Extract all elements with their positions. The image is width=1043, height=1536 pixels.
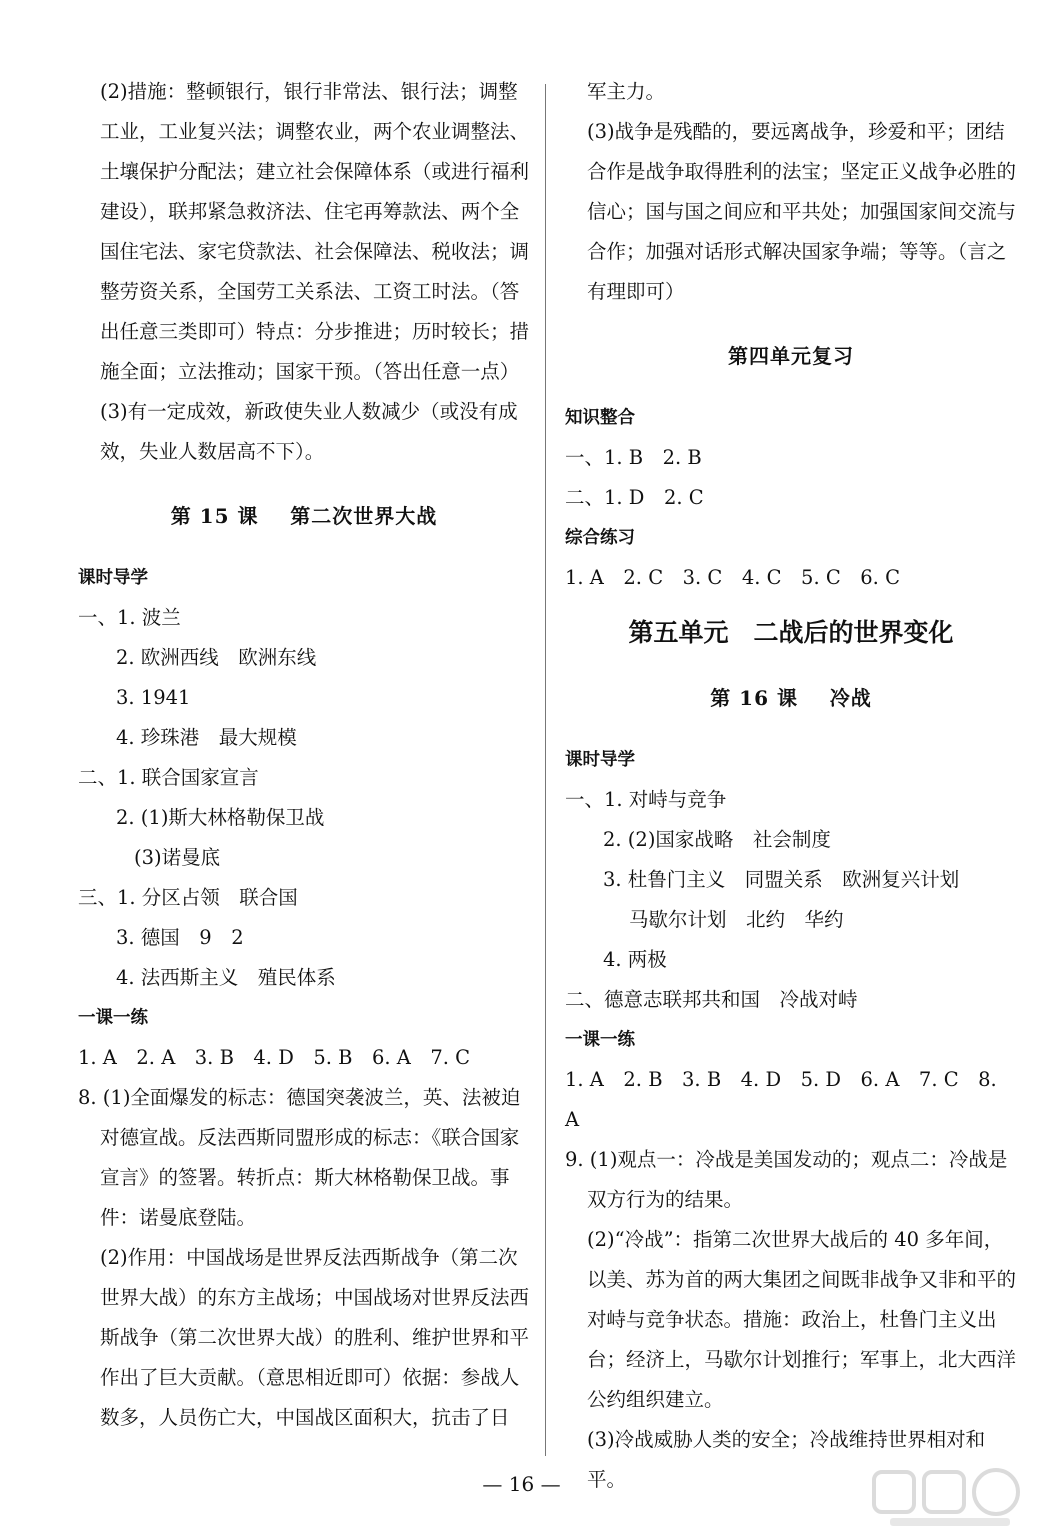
lesson-16-heading: 第 16 课 冷战 [710,686,872,710]
answer-line: 3. 1941 [116,686,191,709]
section-heading-practice: 一课一练 [565,1030,635,1050]
page-number: — 16 — [482,1472,561,1496]
section-heading-integrate: 知识整合 [565,408,635,428]
answer-line: 一、1. 波兰 [78,606,181,629]
answer-line: 1. A 2. C 3. C 4. C 5. C 6. C [565,566,901,589]
answer-line: 军主力。 [587,80,666,103]
answer-line: 3. 德国 9 2 [116,926,244,949]
answer-line: 1. A 2. B 3. B 4. D 5. D 6. A 7. C 8. A [565,1068,1003,1131]
lesson-15-heading: 第 15 课 第二次世界大战 [170,504,438,528]
answer-line: 2. (2)国家战略 社会制度 [603,828,831,851]
answer-line: 二、德意志联邦共和国 冷战对峙 [565,988,858,1011]
answer-paragraph: (2)措施：整顿银行，银行非常法、银行法；调整工业，工业复兴法；调整农业，两个农业调整法、土壤保护分配法；建立社会保障体系（或进行福利建设），联邦紧急救济法、住宅再筹款法、两个全国住宅法、家宅贷款法、社会保障法、税收法；调整劳资关系，全国劳工关系法、工资工时法。（答出任意三类即可）特点：分步推进；历时较长；措施全面；立法推动；国家干预。（答出任意一点） [100,80,530,383]
answer-line: 4. 两极 [603,948,667,971]
section-heading-comprehensive: 综合练习 [565,528,635,548]
answer-paragraph: (3)冷战威胁人类的安全；冷战维持世界相对和平。 [587,1428,986,1491]
section-heading-guide: 课时导学 [78,568,148,588]
answer-line: 二、1. D 2. C [565,486,704,509]
answer-line: 二、1. 联合国家宣言 [78,766,259,789]
answer-paragraph: (2)“冷战”：指第二次世界大战后的 40 多年间，以美、苏为首的两大集团之间既非战争又非和平的对峙与竞争状态。措施：政治上，杜鲁门主义出台；经济上，马歇尔计划推行；军事上，北大西洋公约组织建立。 [587,1228,1017,1411]
answer-paragraph: 8. (1)全面爆发的标志：德国突袭波兰，英、法被迫对德宣战。反法西斯同盟形成的标志：《联合国家宣言》的签署。转折点：斯大林格勒保卫战。事件：诺曼底登陆。 [78,1086,521,1229]
unit-5-title: 第五单元 二战后的世界变化 [628,618,954,647]
left-column [78,72,530,1438]
answer-line: (3)诺曼底 [134,846,221,869]
answer-line: 4. 法西斯主义 殖民体系 [116,966,336,989]
answer-line: 3. 杜鲁门主义 同盟关系 欧洲复兴计划 [603,868,960,891]
answer-line: 一、1. 对峙与竞争 [565,788,727,811]
watermark-logo [870,1466,1030,1530]
answer-line: 三、1. 分区占领 联合国 [78,886,298,909]
answer-paragraph: (3)有一定成效，新政使失业人数减少（或没有成效，失业人数居高不下）。 [100,400,518,463]
answer-paragraph: 9. (1)观点一：冷战是美国发动的；观点二：冷战是双方行为的结果。 [565,1148,1008,1211]
answer-line: 一、1. B 2. B [565,446,702,469]
answer-line: 马歇尔计划 北约 华约 [629,908,844,931]
answer-line: 2. (1)斯大林格勒保卫战 [116,806,325,829]
right-column [565,72,1017,1500]
answer-paragraph: (3)战争是残酷的，要远离战争，珍爱和平；团结合作是战争取得胜利的法宝；坚定正义战争必胜的信心；国与国之间应和平共处；加强国家间交流与合作；加强对话形式解决国家争端；等等。（言之有理即可） [587,120,1017,303]
column-divider [545,84,546,1456]
answer-line: 4. 珍珠港 最大规模 [116,726,297,749]
section-heading-guide: 课时导学 [565,750,635,770]
answer-paragraph: (2)作用：中国战场是世界反法西斯战争（第二次世界大战）的东方主战场；中国战场对世界反法西斯战争（第二次世界大战）的胜利、维护世界和平作出了巨大贡献。（意思相近即可）依据：参战人数多，人员伤亡大，中国战区面积大，抗击了日 [100,1246,530,1429]
answer-line: 2. 欧洲西线 欧洲东线 [116,646,317,669]
unit-4-review-heading: 第四单元复习 [728,344,854,368]
answer-line: 1. A 2. A 3. B 4. D 5. B 6. A 7. C [78,1046,471,1069]
section-heading-practice: 一课一练 [78,1008,148,1028]
